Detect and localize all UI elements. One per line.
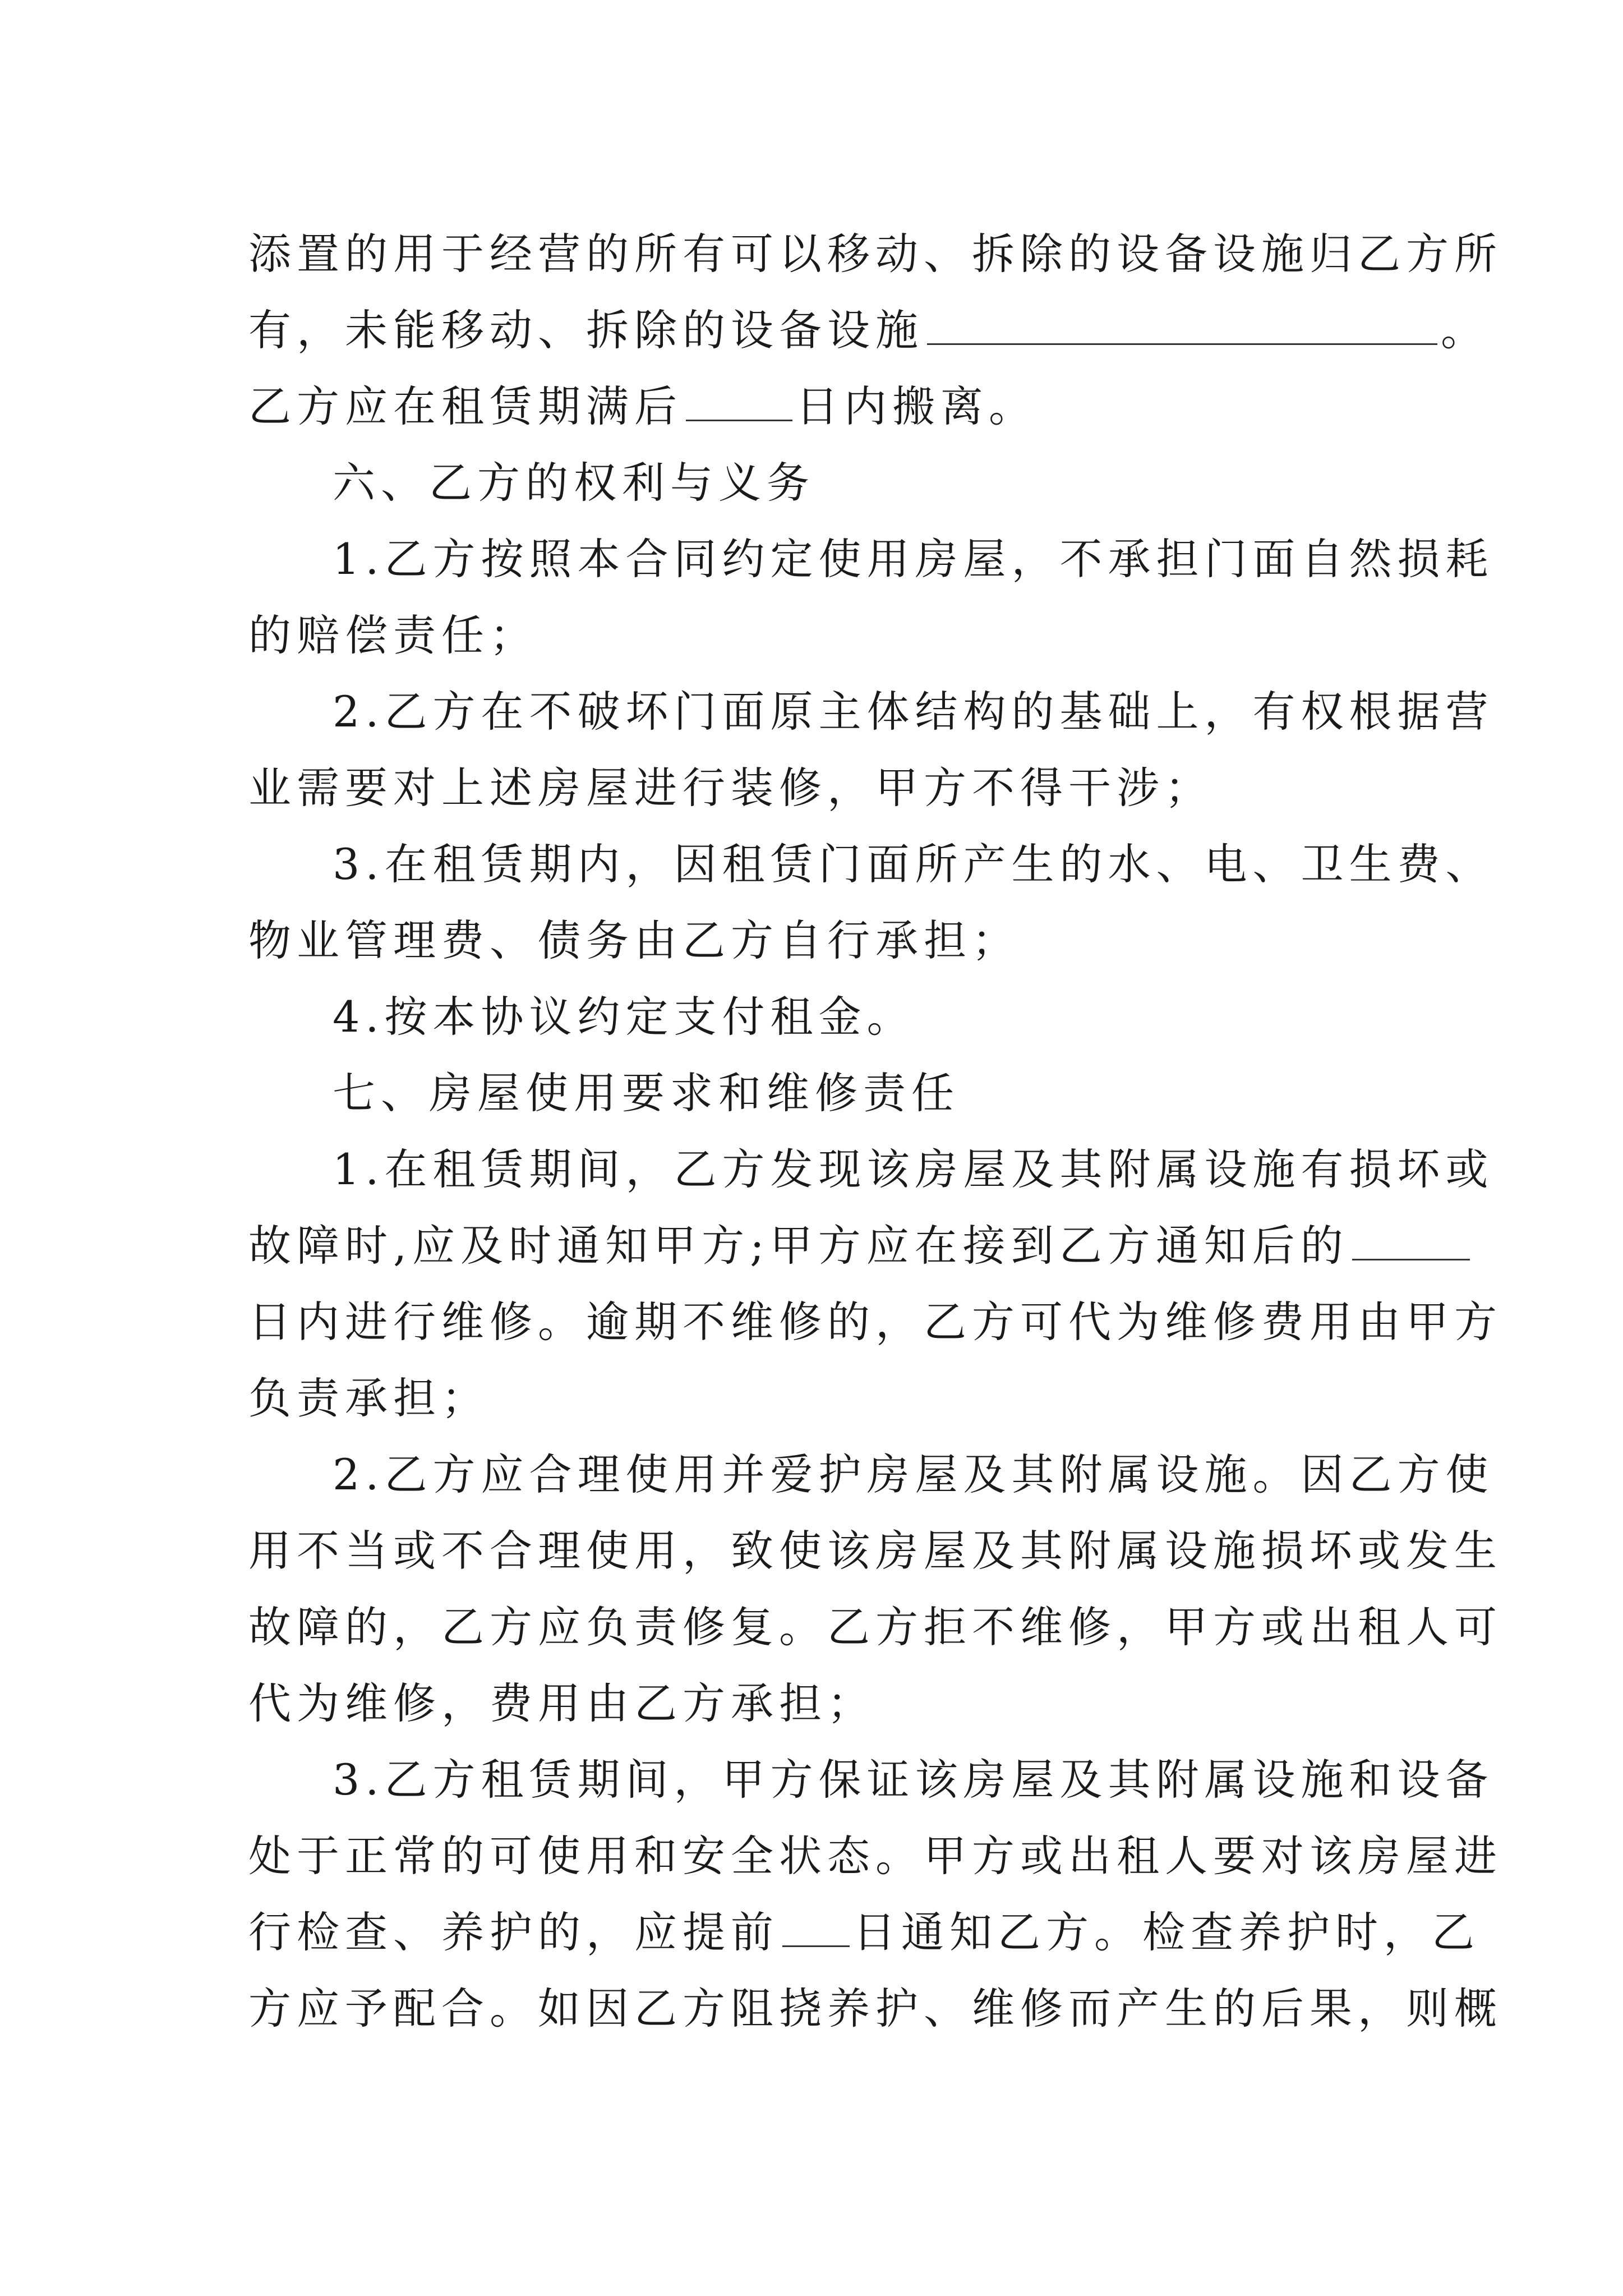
text-line <box>248 1513 1502 1589</box>
heading-text: 六、乙方的权利与义务 <box>333 458 815 508</box>
line-text: 日内进行维修。逾期不维修的，乙方可代为维修费用由甲方 <box>248 1297 1502 1347</box>
line-text: 方应予配合。如因乙方阻挠养护、维修而产生的后果，则概 <box>248 1984 1502 2033</box>
fill-in-blank <box>1352 1220 1470 1260</box>
text-line <box>248 750 1398 826</box>
text-line <box>248 597 1398 674</box>
section-heading <box>248 445 1398 521</box>
line-text: 代为维修，费用由乙方承担； <box>248 1678 875 1728</box>
fill-in-blank <box>782 1906 850 1947</box>
text-line <box>248 1818 1502 1894</box>
line-text: 1.在租赁期间，乙方发现该房屋及其附属设施有损坏或 <box>333 1144 1494 1194</box>
text-line <box>248 1894 1480 1971</box>
line-text: 故障时,应及时通知甲方;甲方应在接到乙方通知后的 <box>248 1221 1349 1271</box>
line-text: 日内搬离。 <box>796 381 1037 431</box>
line-text: 日通知乙方。检查养护时，乙 <box>853 1907 1480 1957</box>
line-text: 3.乙方租赁期间，甲方保证该房屋及其附属设施和设备 <box>333 1755 1494 1805</box>
line-text: 2.乙方在不破坏门面原主体结构的基础上，有权根据营 <box>333 687 1494 737</box>
text-line <box>248 1437 1494 1513</box>
text-line <box>248 1742 1494 1818</box>
line-text: 业需要对上述房屋进行装修，甲方不得干涉； <box>248 763 1213 813</box>
text-line <box>248 826 1494 903</box>
text-line <box>248 1971 1502 2047</box>
document-body <box>248 216 1502 2047</box>
text-line <box>248 1589 1502 1665</box>
text-line <box>248 216 1502 292</box>
text-line <box>248 292 1489 369</box>
line-text: 的赔偿责任； <box>248 610 538 660</box>
text-line <box>248 1284 1502 1360</box>
line-text: 故障的，乙方应负责修复。乙方拒不维修，甲方或出租人可 <box>248 1602 1502 1652</box>
text-line <box>248 1131 1494 1208</box>
line-text: 处于正常的可使用和安全状态。甲方或出租人要对该房屋进 <box>248 1831 1502 1881</box>
text-line <box>248 903 1398 979</box>
line-text: 2.乙方应合理使用并爱护房屋及其附属设施。因乙方使 <box>333 1450 1494 1499</box>
text-line <box>248 1360 1398 1437</box>
text-line <box>248 979 1398 1055</box>
section-heading <box>248 1055 1398 1131</box>
text-line <box>248 674 1494 750</box>
line-text: 4.按本协议约定支付租金。 <box>333 992 915 1042</box>
line-text: 乙方应在租赁期满后 <box>248 381 683 431</box>
fill-in-blank <box>686 380 792 421</box>
text-line <box>248 369 1398 445</box>
heading-text: 七、房屋使用要求和维修责任 <box>333 1068 960 1118</box>
text-line <box>248 1665 1398 1742</box>
line-text: 用不当或不合理使用，致使该房屋及其附属设施损坏或发生 <box>248 1526 1502 1576</box>
fill-in-blank <box>927 304 1437 345</box>
line-text: 有，未能移动、拆除的设备设施 <box>248 305 924 355</box>
text-line <box>248 521 1494 597</box>
line-text: 行检查、养护的，应提前 <box>248 1907 779 1957</box>
line-text: 添置的用于经营的所有可以移动、拆除的设备设施归乙方所 <box>248 229 1502 279</box>
line-text: 负责承担； <box>248 1373 490 1423</box>
text-line <box>248 1208 1398 1284</box>
line-text: 3.在租赁期内，因租赁门面所产生的水、电、卫生费、 <box>333 839 1494 889</box>
line-text: 物业管理费、债务由乙方自行承担； <box>248 915 1020 965</box>
line-text: 。 <box>1441 305 1489 355</box>
line-text: 1.乙方按照本合同约定使用房屋，不承担门面自然损耗 <box>333 534 1494 584</box>
